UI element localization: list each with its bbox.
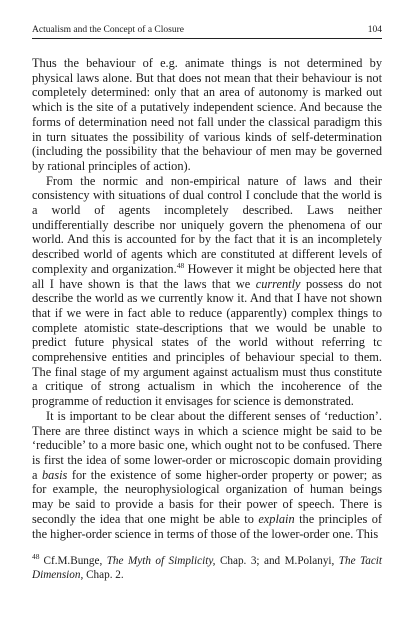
footnotes bbox=[32, 552, 383, 582]
paragraph-3 bbox=[32, 409, 382, 541]
footnote-text-b: Chap. 3; and M.Polanyi, bbox=[215, 555, 339, 568]
footnote-text-a: Cf.M.Bunge, bbox=[43, 555, 107, 568]
running-header bbox=[32, 24, 382, 39]
paragraph-3-text-b: for the existence of some higher-order property or power; as for example, the neurophysiological organization of human beings may be said to provide a basis for their power of speech. There is secondly the idea that one might be able to bbox=[32, 467, 382, 526]
paragraph-2-emphasis-currently: currently bbox=[255, 276, 301, 291]
paragraph-2-text-a: From the normic and non-empirical nature of laws and their consistency with situations of dual control I conclude that the world is a world of agents incompletely described. Laws neither undifferentially describe nor uniquely govern the phenomena of our world. And this is accounted for by the fact that it is an incompletely described world of agents which are constituted at different levels of complexity and organization. bbox=[32, 173, 382, 276]
paragraph-3-text-c: the principles of the higher-order science in terms of those of the lower-order one. This bbox=[32, 511, 382, 541]
page-number: 104 bbox=[367, 25, 382, 35]
paragraph-2-text-b: However it might be objected here that all I have shown is that the laws that we bbox=[32, 261, 382, 291]
footnote-48 bbox=[32, 552, 383, 582]
paragraph-3-text-a: It is important to be clear about the different senses of ‘reduction’. There are three distinct ways in which a science might be said to be ‘reducible’ to a more basic one, which ought not to be confused. There is first the idea of some lower-order or microscopic domain providing a bbox=[32, 408, 382, 482]
footnote-reference-48: 48 bbox=[176, 260, 185, 270]
body-text bbox=[32, 56, 382, 541]
book-page bbox=[32, 24, 382, 582]
paragraph-1: Thus the behaviour of e.g. animate things is not determined by physical laws alone. But that does not mean that their behaviour is not completely determined: only that an area of autonomy is marked out which is the site of a putatively independent science. And because the forms of determination need not fall under the classical paradigm this in turn situates the possibility of various kinds of self-determination (including the possibility that the behaviour of men may be governed by rational principles of action). bbox=[32, 56, 382, 173]
paragraph-2 bbox=[32, 174, 382, 409]
footnote-text-c: Chap. 2. bbox=[83, 568, 124, 581]
footnote-title-myth-of-simplicity: The Myth of Simplicity, bbox=[106, 555, 216, 568]
footnote-number: 48 bbox=[32, 552, 40, 562]
running-title: Actualism and the Concept of a Closure bbox=[32, 25, 184, 35]
paragraph-2-text-c: possess do not describe the world as we currently know it. And that I have not shown that if we were in fact able to reduce (apparently) complex things to complete atomistic state-descriptions that we would be unable to predict future physical states of the world without referring tc comprehensive entities and principles of behaviour special to them. The final stage of my argument against actualism must thus constitute a critique of strong actualism in which the incoherence of the programme of reduction it envisages for science is demonstrated. bbox=[32, 276, 382, 409]
paragraph-3-emphasis-explain: explain bbox=[258, 511, 295, 526]
paragraph-3-emphasis-basis: basis bbox=[41, 467, 68, 482]
footnote-title-tacit-dimension: The Tacit Dimension, bbox=[32, 555, 383, 581]
